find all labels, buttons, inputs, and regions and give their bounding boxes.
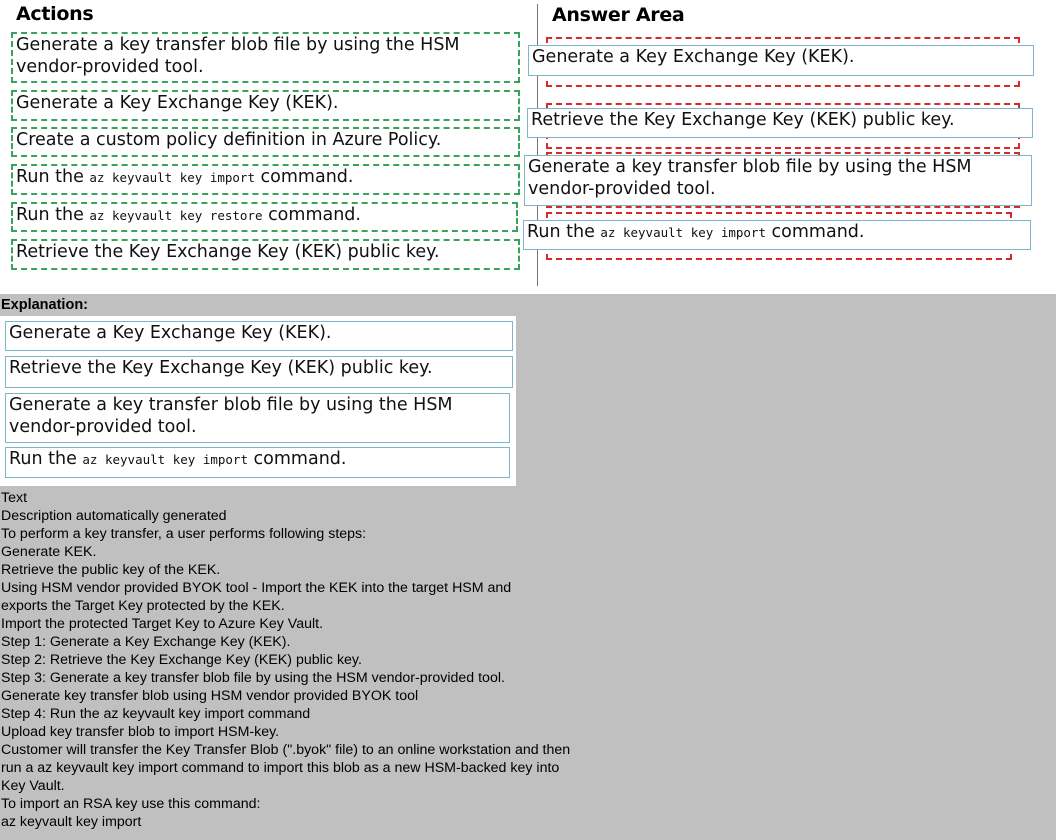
- explanation-line: Upload key transfer blob to import HSM-key.: [1, 724, 280, 740]
- explanation-step-box: [5, 393, 510, 443]
- explanation-step-box: [5, 321, 513, 351]
- answer-item-line: Generate a key transfer blob file by using the HSM: [528, 157, 972, 177]
- answer-item-retrieve-public-key[interactable]: [527, 108, 1033, 138]
- action-item-line: Generate a Key Exchange Key (KEK).: [16, 93, 339, 113]
- action-item-text: command.: [254, 167, 354, 187]
- action-item-text: command.: [262, 205, 361, 225]
- explanation-text: [1, 489, 570, 831]
- explanation-line: Text: [1, 490, 28, 506]
- explanation-line: Import the protected Target Key to Azure Key Vault.: [1, 616, 324, 632]
- answer-item-generate-blob[interactable]: [524, 155, 1032, 206]
- explanation-line: Step 3: Generate a key transfer blob file by using the HSM vendor-provided tool.: [1, 670, 505, 686]
- command-code: az keyvault key restore: [89, 208, 263, 223]
- explanation-image-panel: [0, 316, 516, 486]
- command-code: az keyvault key import: [600, 225, 766, 240]
- answer-item-line: vendor-provided tool.: [528, 179, 716, 199]
- explanation-step-line: Generate a key transfer blob file by using the HSM: [9, 395, 453, 415]
- explanation-line: Using HSM vendor provided BYOK tool - Import the KEK into the target HSM and: [1, 580, 512, 596]
- explanation-step-line: Generate a Key Exchange Key (KEK).: [9, 323, 332, 343]
- explanation-step-box: [5, 447, 510, 478]
- explanation-line: Generate KEK.: [1, 544, 97, 560]
- explanation-line: To perform a key transfer, a user performs following steps:: [1, 526, 367, 542]
- answer-item-run-import[interactable]: [523, 220, 1031, 250]
- explanation-line: Description automatically generated: [1, 508, 227, 524]
- action-item-text: Run the: [16, 205, 90, 225]
- explanation-line: Customer will transfer the Key Transfer Blob (".byok" file) to an online workstation and then: [1, 742, 571, 758]
- explanation-line: Step 1: Generate a Key Exchange Key (KEK).: [1, 634, 291, 650]
- action-item-text: Run the: [16, 167, 90, 187]
- explanation-line: az keyvault key import: [1, 814, 142, 830]
- command-code: az keyvault key import: [89, 170, 255, 185]
- answer-item-generate-kek[interactable]: [528, 45, 1034, 76]
- explanation-line: Retrieve the public key of the KEK.: [1, 562, 221, 578]
- explanation-line: To import an RSA key use this command:: [1, 796, 261, 812]
- question-panel: [0, 0, 1056, 294]
- explanation-line: Key Vault.: [1, 778, 65, 794]
- explanation-label: Explanation:: [1, 297, 89, 313]
- action-item-line: Generate a key transfer blob file by using the HSM: [16, 35, 460, 55]
- explanation-line: run a az keyvault key import command to import this blob as a new HSM-backed key into: [1, 760, 560, 776]
- actions-heading: Actions: [16, 3, 94, 25]
- answer-area-heading: Answer Area: [552, 4, 685, 26]
- explanation-step-text: command.: [247, 449, 347, 469]
- answer-item-text: Run the: [527, 222, 601, 242]
- explanation-line: Generate key transfer blob using HSM vendor provided BYOK tool: [1, 688, 419, 704]
- explanation-step-text: Run the: [9, 449, 83, 469]
- command-code: az keyvault key import: [82, 452, 248, 467]
- explanation-step-box: [5, 356, 513, 388]
- explanation-step-line: Retrieve the Key Exchange Key (KEK) public key.: [9, 358, 433, 378]
- action-item-line: Retrieve the Key Exchange Key (KEK) public key.: [16, 242, 440, 262]
- action-item-run-restore[interactable]: [11, 202, 518, 232]
- explanation-line: exports the Target Key protected by the KEK.: [1, 598, 285, 614]
- explanation-step-line: vendor-provided tool.: [9, 417, 197, 437]
- explanation-line: Step 4: Run the az keyvault key import command: [1, 706, 311, 722]
- action-item-line: vendor-provided tool.: [16, 57, 204, 77]
- answer-item-text: command.: [765, 222, 865, 242]
- answer-item-line: Retrieve the Key Exchange Key (KEK) public key.: [531, 110, 955, 130]
- action-item-retrieve-public-key[interactable]: [11, 239, 520, 270]
- action-item-custom-policy[interactable]: [11, 127, 520, 157]
- explanation-line: Step 2: Retrieve the Key Exchange Key (KEK) public key.: [1, 652, 362, 668]
- action-item-generate-blob[interactable]: [11, 32, 520, 83]
- action-item-generate-kek[interactable]: [11, 90, 520, 121]
- answer-item-line: Generate a Key Exchange Key (KEK).: [532, 47, 855, 67]
- action-item-run-import[interactable]: [11, 164, 520, 195]
- action-item-line: Create a custom policy definition in Azure Policy.: [16, 130, 442, 150]
